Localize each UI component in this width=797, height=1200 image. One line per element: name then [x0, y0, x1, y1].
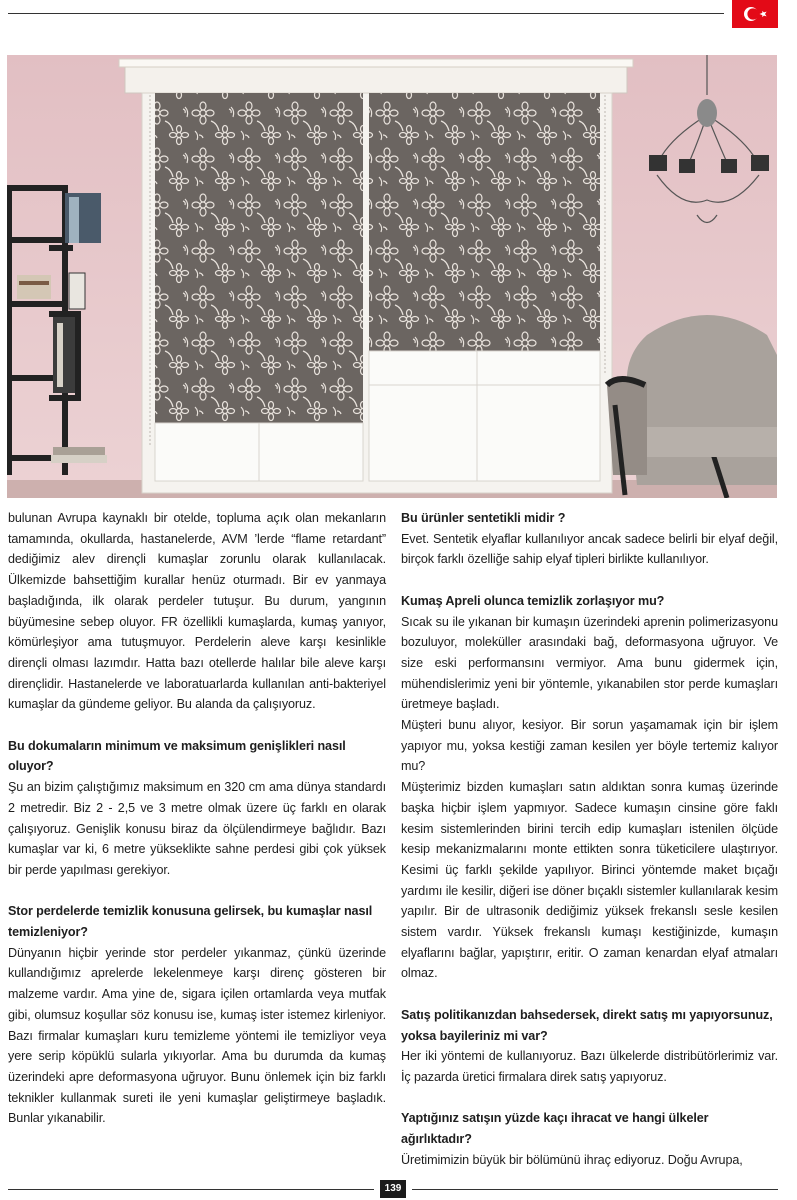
roller-blind-room-photo [7, 55, 777, 498]
question-heading: Yaptığınız satışın yüzde kaçı ihracat ve hangi ülkeler ağırlıktadır? [401, 1111, 709, 1147]
footer-rule-left [8, 1189, 374, 1190]
header-rule [8, 13, 724, 14]
body-paragraph: Dünyanın hiçbir yerinde stor perdeler yıkanmaz, çünkü üzerinde kullandığımız aprelerde lekelenmeye karşı direnç gösteren bir malzeme vardır. Ama yine de, sigara içilen ortamlarda veya mutfak gibi, olumsuz koşullar söz konusu ise, kumaş ister istemez kirleniyor. Bazı firmalar kumaşları kuru temizleme yöntemi ile temizliyor veya yere serip köpüklü sularla yıkıyorlar. Ama bu durumda da kumaş üzerindeki apre deformasyona uğruyor. Bunu önlemek için biz farklı teknikler kullanmak sureti ile yeni kumaşlar geliştirmeye başladık. Bunlar yıkanabilir. [8, 945, 386, 1126]
page-number: 139 [380, 1180, 406, 1198]
body-paragraph: Müşteri bunu alıyor, kesiyor. Bir sorun yaşamamak için bir işlem yapıyor mu, yoksa kestiği zaman kesilen yer böyle tertemiz kalıyor mu? [401, 718, 778, 774]
body-paragraph: Müşterimiz bizden kumaşları satın aldıktan sonra kumaş üzerinde başka hiçbir işlem yapmıyor. Sadece kumaşın cinsine göre faklı kesim sistemlerinden birini tercih edip kumaşları istenilen ölçüde kesip mekanizmalarını monte ettikten sonra tüketicilere ulaştırıyor. Kesimi üç farklı şekilde yapılıyor. Birinci yöntemde maket bıçağı yardımı ile kesilir, diğeri ise döner bıçaklı sistemler kullanılarak kesim yapılır. Bir de ultrasonik dediğimiz yüksek frekanslı sesle kesilen sistem vardır. Yüksek frekanslı kumaşı kestiğinizde, kumaşın elyaflarını bağlar, yapıştırır, eritir. O zaman kenardan elyaf atmaları olmaz. [401, 780, 778, 981]
question-heading: Satış politikanızdan bahsedersek, direkt satış mı yapıyorsunuz, yoksa bayileriniz mi var? [401, 1007, 773, 1043]
footer-rule-right [412, 1189, 778, 1190]
question-heading: Stor perdelerde temizlik konusuna gelirsek, bu kumaşlar nasıl temizleniyor? [8, 904, 373, 940]
turkish-flag-icon [732, 0, 778, 28]
body-paragraph: bulunan Avrupa kaynaklı bir otelde, topluma açık olan mekanların tamamında, okullarda, hastanelerde, AVM ’lerde “flame retardant” dediğimiz alev dirençli kumaşlar zorunlu olarak kullanılacak. Ülkemizde bahsettiğim kurallar henüz oturmadı. Bir ev yanmaya başladığında, ilk olarak perdeler tutuşur. Bu durum, yangının büyümesine sebep oluyor. FR özellikli kumaşlarda, kumaş yanıyor, kömürleşiyor ama tutuşmuyor. Perdelerin aleve karşı kesinlikle dirençli olması lazımdır. Hatta bazı otellerde halılar bile aleve karşı dirençlidir. Hastanelerde ve laboratuarlarda kullanılan anti-bakteriyel kumaşlar da gündeme geliyor. Bu alanda da çalışıyoruz. [8, 511, 386, 712]
paragraph-gap [8, 715, 386, 736]
question-heading: Kumaş Apreli olunca temizlik zorlaşıyor mu? [401, 593, 665, 608]
body-paragraph: Üretimimizin büyük bir bölümünü ihraç ediyoruz. Doğu Avrupa, [401, 1152, 743, 1167]
body-paragraph: Sıcak su ile yıkanan bir kumaşın üzerindeki aprenin polimerizasyonu bozuluyor, moleküller arasındaki bağ, deformasyona uğruyor. Ve size eski performansını vermiyor. Ama bunu gidermek için, mühendislerimiz yeni bir yöntemle, yıkanabilen stor perde kumaşları üretmeye başladı. [401, 614, 778, 712]
body-paragraph: Evet. Sentetik elyaflar kullanılıyor ancak sadece belirli bir elyaf değil, birçok farklı özelliğe sahip elyaf tipleri birlikte kullanılıyor. [401, 531, 778, 567]
question-heading: Bu ürünler sentetikli midir ? [401, 511, 566, 525]
paragraph-gap [8, 881, 386, 902]
paragraph-gap [401, 1088, 778, 1109]
paragraph-gap [401, 984, 778, 1005]
left-text-column [8, 508, 386, 1129]
right-text-column [401, 508, 778, 1170]
question-heading: Bu dokumaların minimum ve maksimum genişlikleri nasıl oluyor? [8, 738, 346, 774]
body-paragraph: Şu an bizim çalıştığımız maksimum en 320 cm ama dünya standardı 2 metredir. Biz 2 - 2,5 ve 3 metre olmak üzere üç farklı en olarak çalışıyoruz. Genişlik konusu biraz da ölçülendirmeye bağlıdır. Bazı kumaşlar var ki, 6 metre yükseklikte sahne perdesi gibi çok yüksek bir perde yapılması gerekiyor. [8, 780, 386, 877]
body-paragraph: Her iki yöntemi de kullanıyoruz. Bazı ülkelerde distribütörlerimiz var. İç pazarda üretici firmalara direk satış yapıyoruz. [401, 1049, 778, 1084]
paragraph-gap [401, 570, 778, 591]
